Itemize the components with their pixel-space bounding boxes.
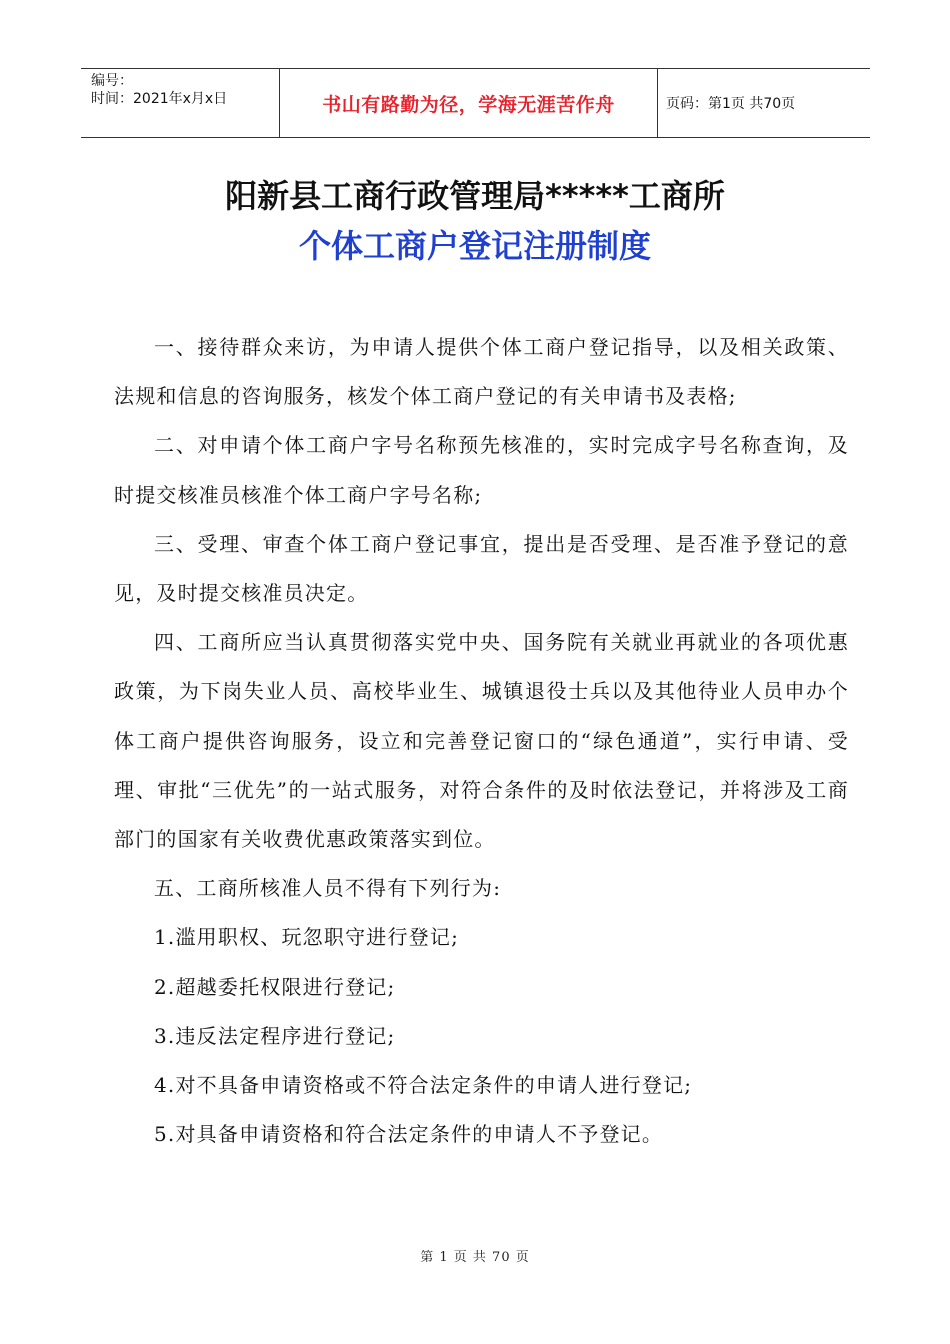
- document-date: 时间：2021年x月x日: [91, 91, 228, 107]
- paragraph-5: 五、工商所核准人员不得有下列行为:: [154, 876, 502, 901]
- list-item: 2.超越委托权限进行登记;: [154, 974, 396, 999]
- paragraph-1: 一、接待群众来访，为申请人提供个体工商户登记指导，以及相关政策、法规和信息的咨询服务，核发个体工商户登记的有关申请书及表格;: [114, 335, 849, 409]
- paragraph-3: 三、受理、审查个体工商户登记事宜，提出是否受理、是否准予登记的意见，及时提交核准员决定。: [114, 531, 849, 606]
- header-page-info: 页码：第1页 共70页: [666, 96, 796, 112]
- list-item: 5.对具备申请资格和符合法定条件的申请人不予登记。: [154, 1122, 664, 1147]
- list-item: 1.滥用职权、玩忽职守进行登记;: [154, 925, 460, 950]
- document-body: [114, 323, 849, 1159]
- header-motto: 书山有路勤为径，学海无涯苦作舟: [280, 69, 658, 137]
- document-number-label: 编号：: [91, 73, 133, 89]
- document-header: [81, 68, 870, 138]
- paragraph-2: 二、对申请个体工商户字号名称预先核准的，实时完成字号名称查询，及时提交核准员核准个体工商户字号名称;: [114, 433, 849, 507]
- document-title: 阳新县工商行政管理局*****工商所: [225, 177, 725, 215]
- document-subtitle: 个体工商户登记注册制度: [298, 227, 651, 265]
- page-footer: 第 1 页 共 70 页: [420, 1250, 530, 1265]
- paragraph-4: 四、工商所应当认真贯彻落实党中央、国务院有关就业再就业的各项优惠政策，为下岗失业人员、高校毕业生、城镇退役士兵以及其他待业人员申办个体工商户提供咨询服务，设立和完善登记窗口的“绿色通道”，实行申请、受理、审批“三优先”的一站式服务，对符合条件的及时依法登记，并将涉及工商部门的国家有关收费优惠政策落实到位。: [114, 630, 849, 852]
- list-item: 3.违反法定程序进行登记;: [154, 1023, 396, 1048]
- list-item: 4.对不具备申请资格或不符合法定条件的申请人进行登记;: [154, 1073, 693, 1098]
- header-meta-cell: [81, 69, 280, 137]
